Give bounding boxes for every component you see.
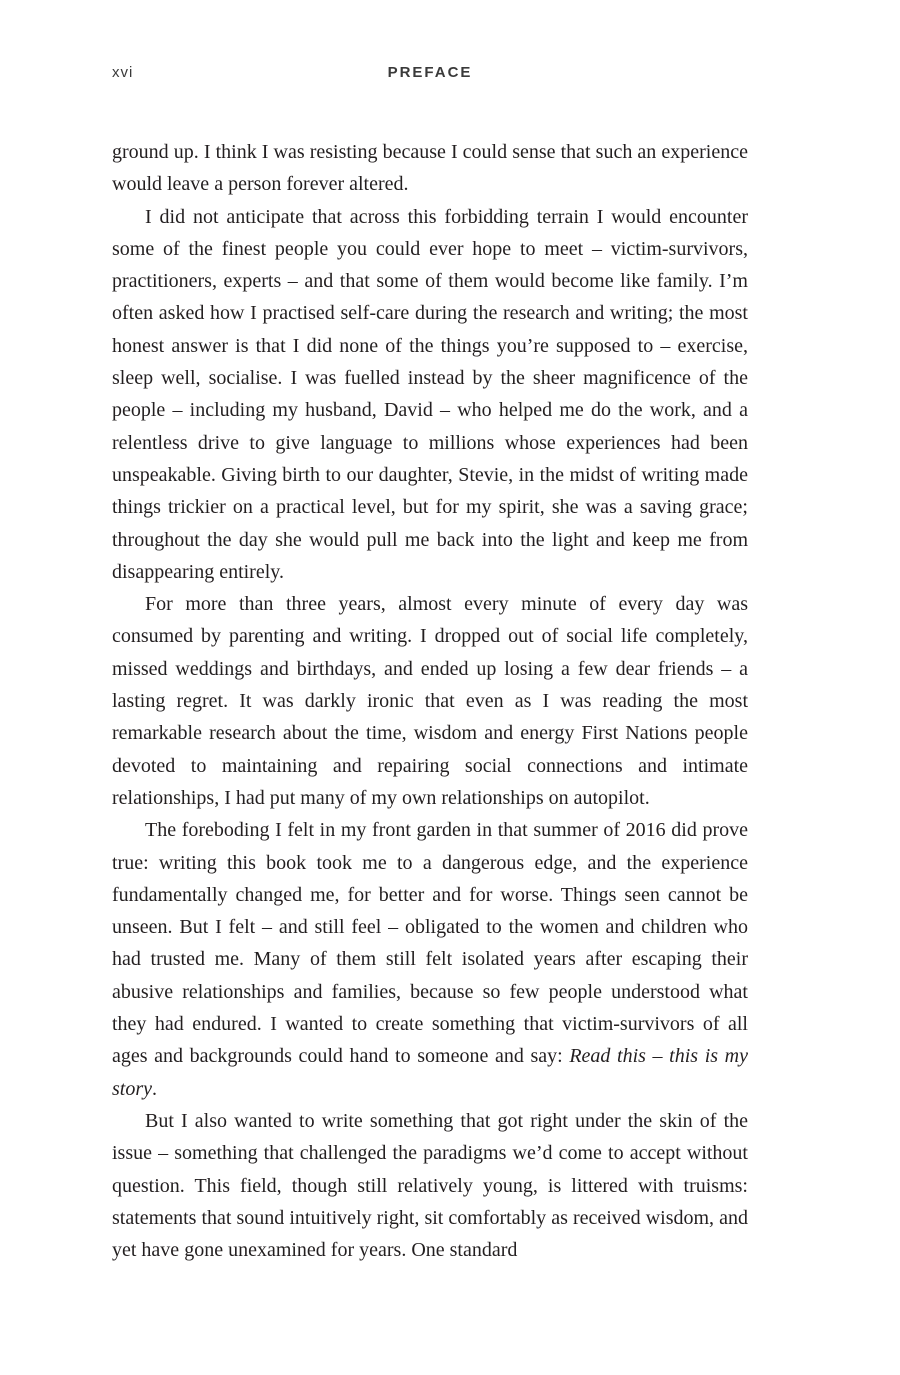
paragraph-4 [112,814,748,1105]
paragraph-3: For more than three years, almost every minute of every day was consumed by parenting and writing. I dropped out of social life completely, missed weddings and birthdays, and ended up losing a few dear friends – a lasting regret. It was darkly ironic that even as I was reading the most remarkable research about the time, wisdom and energy First Nations people devoted to maintaining and repairing social connections and intimate relationships, I had put many of my own relationships on autopilot. [112,593,748,809]
paragraph-1: ground up. I think I was resisting because I could sense that such an experience would leave a person forever altered. [112,141,748,196]
page-number: xvi [112,64,134,81]
paragraph-2: I did not anticipate that across this forbidding terrain I would encounter some of the finest people you could ever hope to meet – victim-survivors, practitioners, experts – and that some of them would become like family. I’m often asked how I practised self-care during the research and writing; the most honest answer is that I did none of the things you’re supposed to – exercise, sleep well, socialise. I was fuelled instead by the sheer magnificence of the people – including my husband, David – who helped me do the work, and a relentless drive to give language to millions whose experiences had been unspeakable. Giving birth to our daughter, Stevie, in the midst of writing made things trickier on a practical level, but for my spirit, she was a saving grace; throughout the day she would pull me back into the light and keep me from disappearing entirely. [112,205,748,583]
paragraph-5: But I also wanted to write something that got right under the skin of the issue – something that challenged the paradigms we’d come to accept without question. This field, though still relatively young, is littered with truisms: statements that sound intuitively right, sit comfortably as received wisdom, and yet have gone unexamined for years. One standard [112,1109,748,1262]
section-title: PREFACE [387,64,473,81]
paragraph-4-italic-quote: Read this – this is my story [112,1045,748,1100]
running-head [112,64,748,86]
paragraph-4-text: The foreboding I felt in my front garden in that summer of 2016 did prove true: writing this book took me to a dangerous edge, and the experience fundamentally changed me, for better and for worse. Things seen cannot be unseen. But I felt – and still feel – obligated to the women and children who had trusted me. Many of them still felt isolated years after escaping their abusive relationships and families, because so few people understood what they had endured. I wanted to create something that victim-survivors of all ages and backgrounds could hand to someone and say: [112,819,748,1068]
body-text [112,136,748,1266]
paragraph-4-end: . [152,1077,157,1100]
